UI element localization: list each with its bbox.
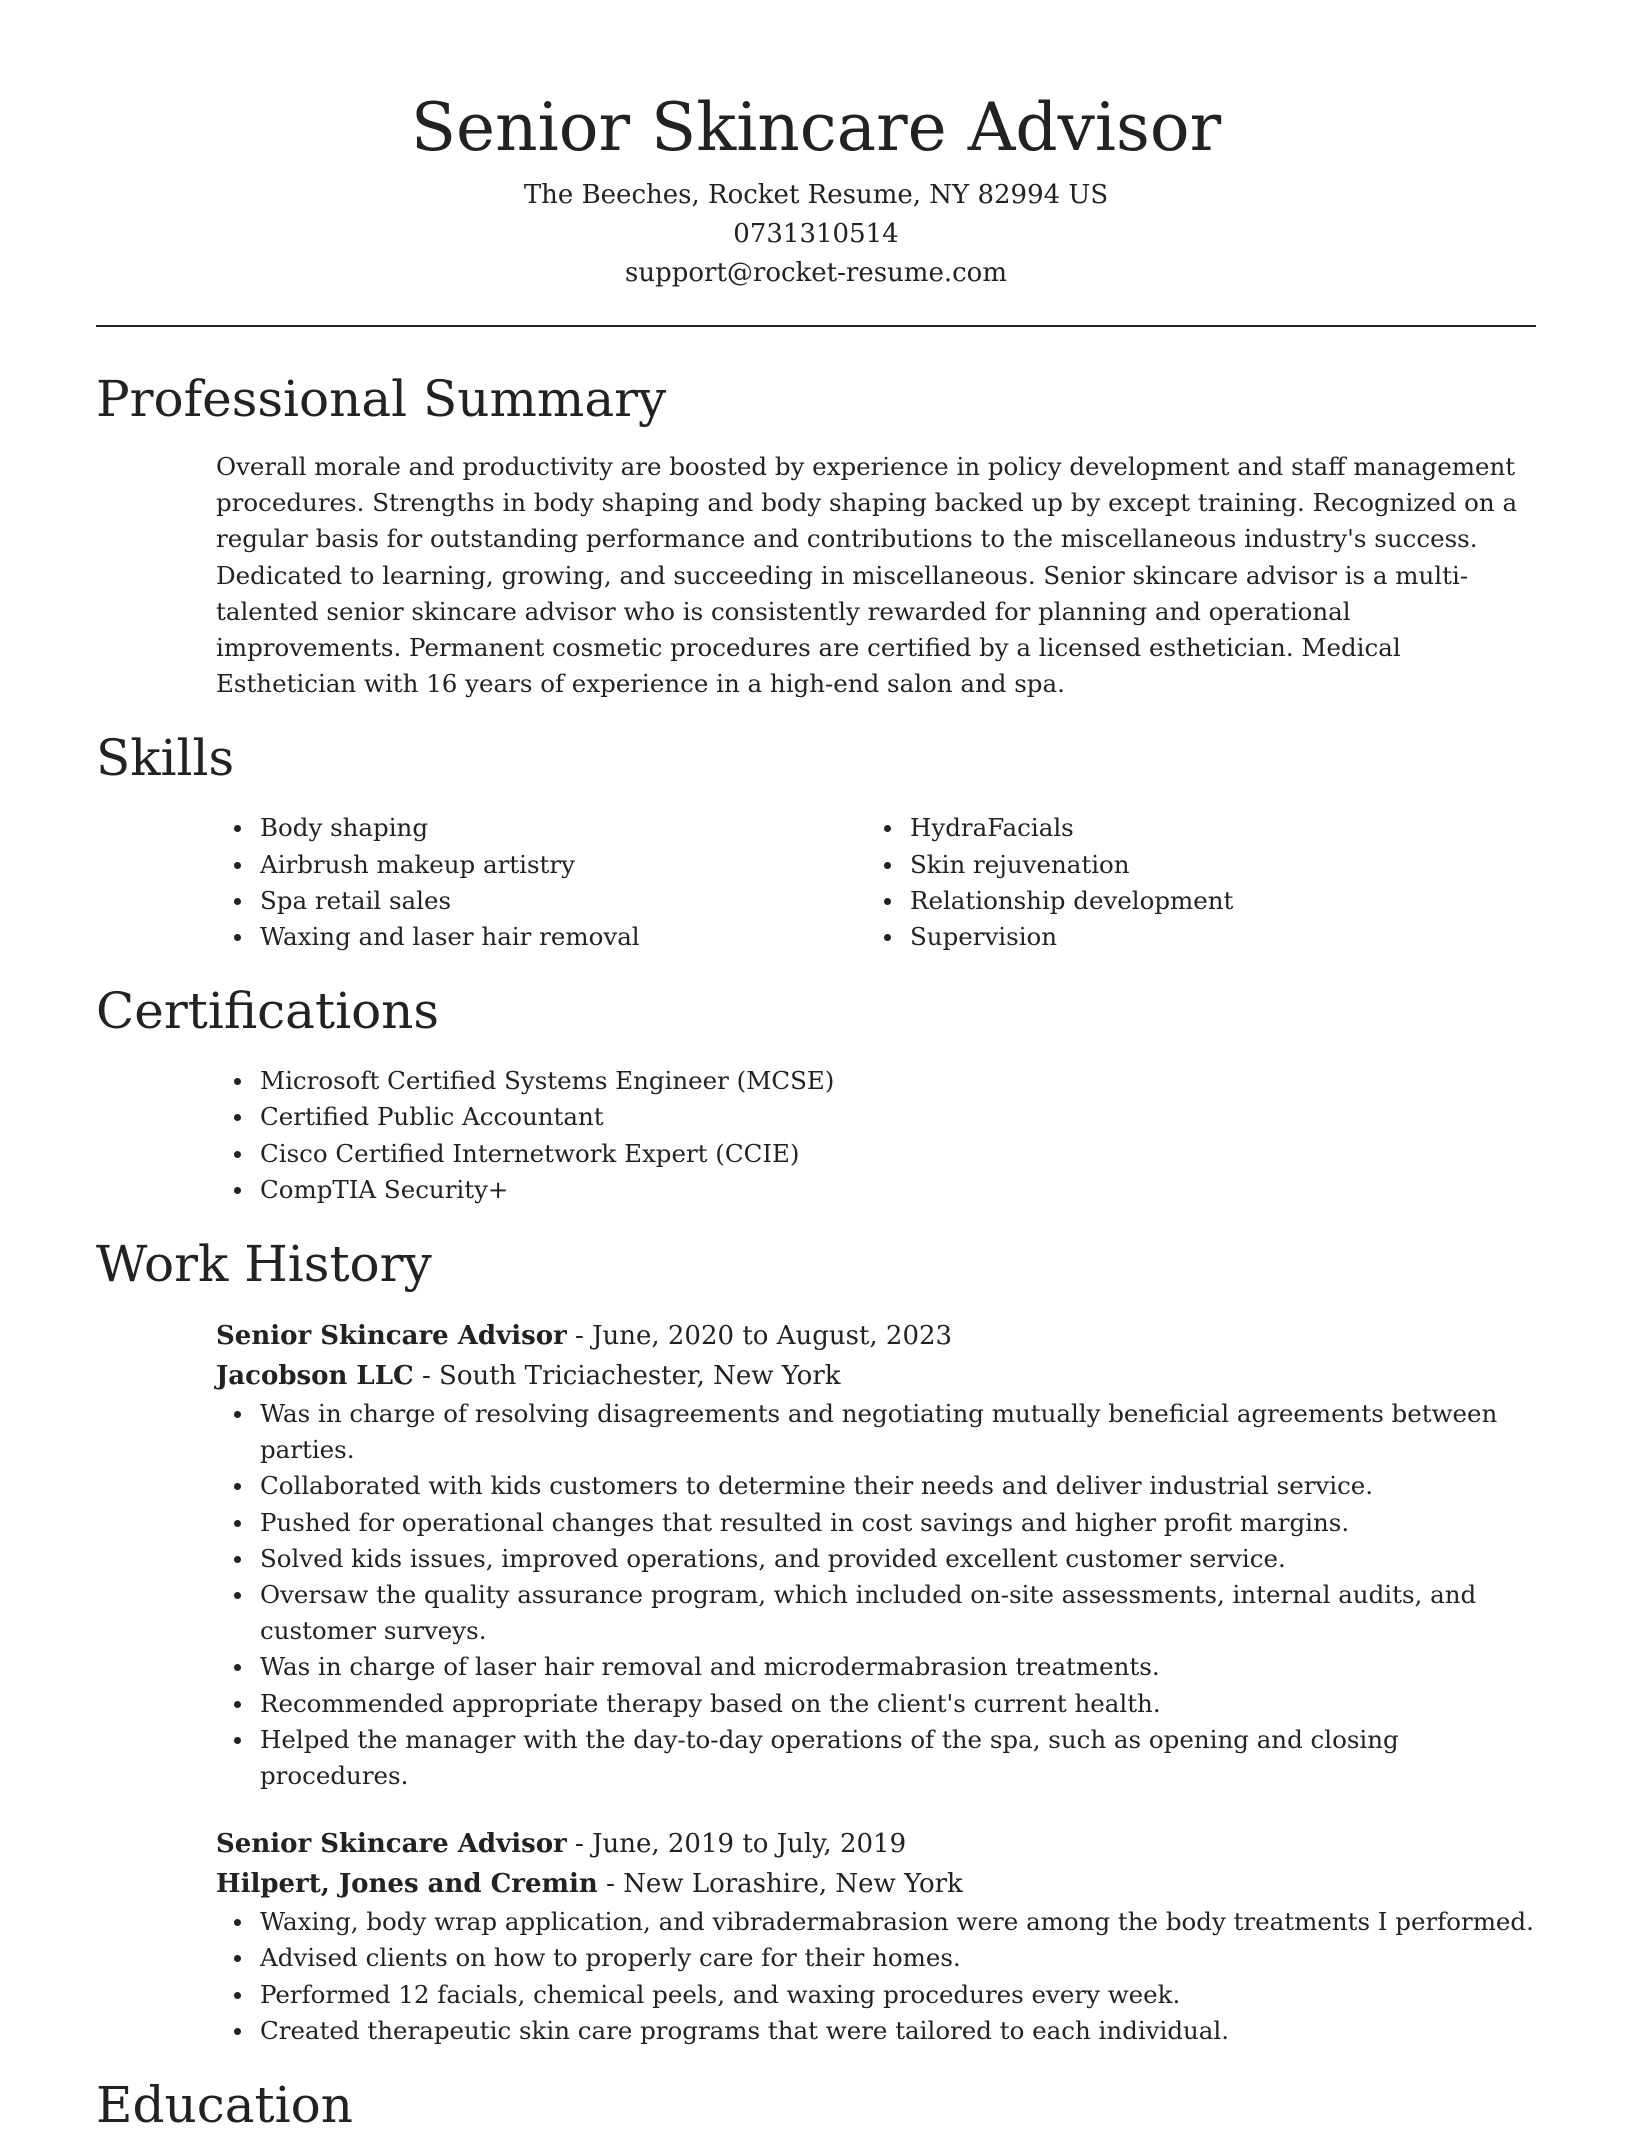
job-bullets: [216, 1904, 1536, 2049]
job-title-line: [216, 1316, 1536, 1356]
contact-phone: 0731310514: [733, 219, 899, 249]
skill-item: Body shaping: [260, 810, 866, 846]
job-entry: [216, 1316, 1536, 1794]
skills-column-right: [866, 810, 1516, 955]
certification-item: Microsoft Certified Systems Engineer (MCSE): [260, 1063, 1536, 1099]
job-entry: [216, 1824, 1536, 2049]
skill-item: Waxing and laser hair removal: [260, 919, 866, 955]
education-heading: Education: [96, 2076, 353, 2135]
skills-column-left: [216, 810, 866, 955]
job-company-line: [216, 1356, 1536, 1396]
certification-item: Certified Public Accountant: [260, 1099, 1536, 1135]
resume-header: [96, 0, 1536, 293]
skills-list-right: [866, 810, 1516, 955]
contact-address: The Beeches, Rocket Resume, NY 82994 US: [523, 180, 1109, 210]
education-section: [96, 2073, 1536, 2137]
contact-block: [96, 176, 1536, 293]
work-history-section: [96, 1232, 1536, 2049]
job-bullet: Collaborated with kids customers to determine their needs and deliver industrial service.: [260, 1468, 1536, 1504]
job-bullet: Oversaw the quality assurance program, which included on-site assessments, internal audits, and customer surveys.: [260, 1577, 1536, 1649]
skill-item: Skin rejuvenation: [910, 847, 1516, 883]
resume-page: [96, 0, 1536, 2137]
job-bullet: Pushed for operational changes that resulted in cost savings and higher profit margins.: [260, 1505, 1536, 1541]
job-title-line: [216, 1824, 1536, 1864]
job-bullets: [216, 1396, 1536, 1794]
header-divider: [96, 325, 1536, 327]
summary-section: [96, 367, 1536, 702]
job-bullet: Created therapeutic skin care programs that were tailored to each individual.: [260, 2013, 1536, 2049]
job-location: - New Lorashire, New York: [597, 1869, 963, 1900]
job-bullet: Solved kids issues, improved operations, and provided excellent customer service.: [260, 1541, 1536, 1577]
skills-heading: Skills: [96, 729, 235, 788]
certification-item: Cisco Certified Internetwork Expert (CCIE): [260, 1136, 1536, 1172]
job-bullet: Advised clients on how to properly care for their homes.: [260, 1940, 1536, 1976]
skill-item: Supervision: [910, 919, 1516, 955]
contact-email: support@rocket-resume.com: [624, 258, 1007, 288]
job-bullet: Waxing, body wrap application, and vibradermabrasion were among the body treatments I performed.: [260, 1904, 1536, 1940]
skills-section: [96, 726, 1536, 955]
certifications-section: [96, 979, 1536, 1208]
skill-item: Airbrush makeup artistry: [260, 847, 866, 883]
job-dates: - June, 2019 to July, 2019: [566, 1829, 907, 1860]
job-location: - South Triciachester, New York: [413, 1361, 841, 1392]
skills-list-left: [216, 810, 866, 955]
job-company: Jacobson LLC: [216, 1361, 414, 1392]
summary-heading: Professional Summary: [96, 370, 667, 428]
job-bullet: Performed 12 facials, chemical peels, and waxing procedures every week.: [260, 1977, 1536, 2013]
job-bullet: Helped the manager with the day-to-day operations of the spa, such as opening and closing procedures.: [260, 1722, 1536, 1794]
work-history-heading: Work History: [96, 1235, 432, 1294]
certifications-body: [216, 1063, 1536, 1208]
job-company: Hilpert, Jones and Cremin: [216, 1869, 598, 1900]
skill-item: Spa retail sales: [260, 883, 866, 919]
certifications-heading: Certifications: [96, 982, 440, 1041]
candidate-name: Senior Skincare Advisor: [410, 89, 1222, 166]
certifications-list: [216, 1063, 1536, 1208]
summary-text: Overall morale and productivity are boosted by experience in policy development and staff management procedures. Strengths in body shaping and body shaping backed up by except training. Recognized on a regular basis for outstanding performance and contributions to the miscellaneous industry's success. Dedicated to learning, growing, and succeeding in miscellaneous. Senior skincare advisor is a multi-talented senior skincare advisor who is consistently rewarded for planning and operational improvements. Permanent cosmetic procedures are certified by a licensed esthetician. Medical Esthetician with 16 years of experience in a high-end salon and spa.: [216, 452, 1518, 699]
job-title: Senior Skincare Advisor: [216, 1321, 567, 1352]
job-company-line: [216, 1864, 1536, 1904]
job-dates: - June, 2020 to August, 2023: [566, 1321, 953, 1352]
certification-item: CompTIA Security+: [260, 1172, 1536, 1208]
job-bullet: Recommended appropriate therapy based on the client's current health.: [260, 1686, 1536, 1722]
job-title: Senior Skincare Advisor: [216, 1829, 567, 1860]
skill-item: Relationship development: [910, 883, 1516, 919]
job-bullet: Was in charge of resolving disagreements and negotiating mutually beneficial agreements between parties.: [260, 1396, 1536, 1468]
skills-grid: [216, 810, 1536, 955]
job-bullet: Was in charge of laser hair removal and microdermabrasion treatments.: [260, 1649, 1536, 1685]
skill-item: HydraFacials: [910, 810, 1516, 846]
